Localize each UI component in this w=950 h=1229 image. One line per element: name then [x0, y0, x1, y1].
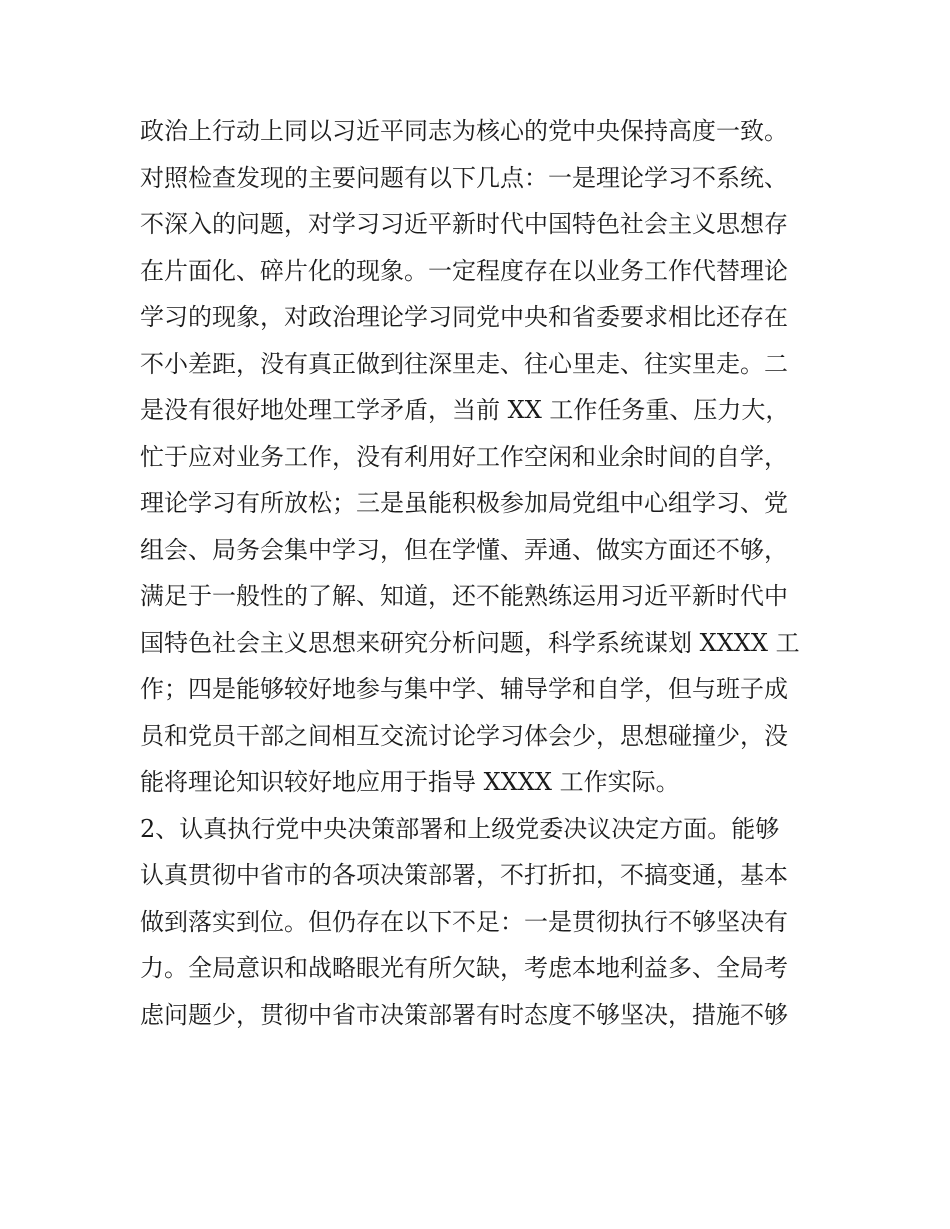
text-line: 对照检查发现的主要问题有以下几点：一是理论学习不系统、: [140, 163, 788, 192]
text-line: 组会、局务会集中学习，但在学懂、弄通、做实方面还不够，: [140, 535, 788, 564]
text-line: 做到落实到位。但仍存在以下不足：一是贯彻执行不够坚决有: [140, 907, 788, 936]
text-line: 不小差距，没有真正做到往深里走、往心里走、往实里走。二: [140, 349, 788, 378]
text-line: 在片面化、碎片化的现象。一定程度存在以业务工作代替理论: [140, 256, 788, 285]
text-line: 理论学习有所放松；三是虽能积极参加局党组中心组学习、党: [140, 489, 788, 517]
text-line: 力。全局意识和战略眼光有所欠缺，考虑本地利益多、全局考: [140, 954, 788, 982]
text-line: 作；四是能够较好地参与集中学、辅导学和自学，但与班子成: [140, 675, 788, 703]
text-line: 能将理论知识较好地应用于指导 XXXX 工作实际。: [140, 768, 680, 796]
text-line: 政治上行动上同以习近平同志为核心的党中央保持高度一致。: [140, 117, 788, 145]
text-line: 满足于一般性的了解、知道，还不能熟练运用习近平新时代中: [140, 582, 788, 610]
text-line: 不深入的问题，对学习习近平新时代中国特色社会主义思想存: [140, 210, 788, 238]
text-line: 虑问题少，贯彻中省市决策部署有时态度不够坚决，措施不够: [140, 1000, 788, 1029]
section-heading-line: 2、认真执行党中央决策部署和上级党委决议决定方面。能够: [140, 814, 780, 843]
text-line: 是没有很好地处理工学矛盾，当前 XX 工作任务重、压力大，: [140, 396, 790, 424]
text-line: 员和党员干部之间相互交流讨论学习体会少，思想碰撞少，没: [140, 721, 788, 750]
text-line: 国特色社会主义思想来研究分析问题，科学系统谋划 XXXX 工: [140, 628, 800, 657]
text-line: 学习的现象，对政治理论学习同党中央和省委要求相比还存在: [140, 303, 788, 331]
text-line: 认真贯彻中省市的各项决策部署，不打折扣，不搞变通，基本: [140, 861, 788, 889]
text-line: 忙于应对业务工作，没有利用好工作空闲和业余时间的自学，: [140, 442, 788, 471]
body-text: [140, 108, 820, 1038]
